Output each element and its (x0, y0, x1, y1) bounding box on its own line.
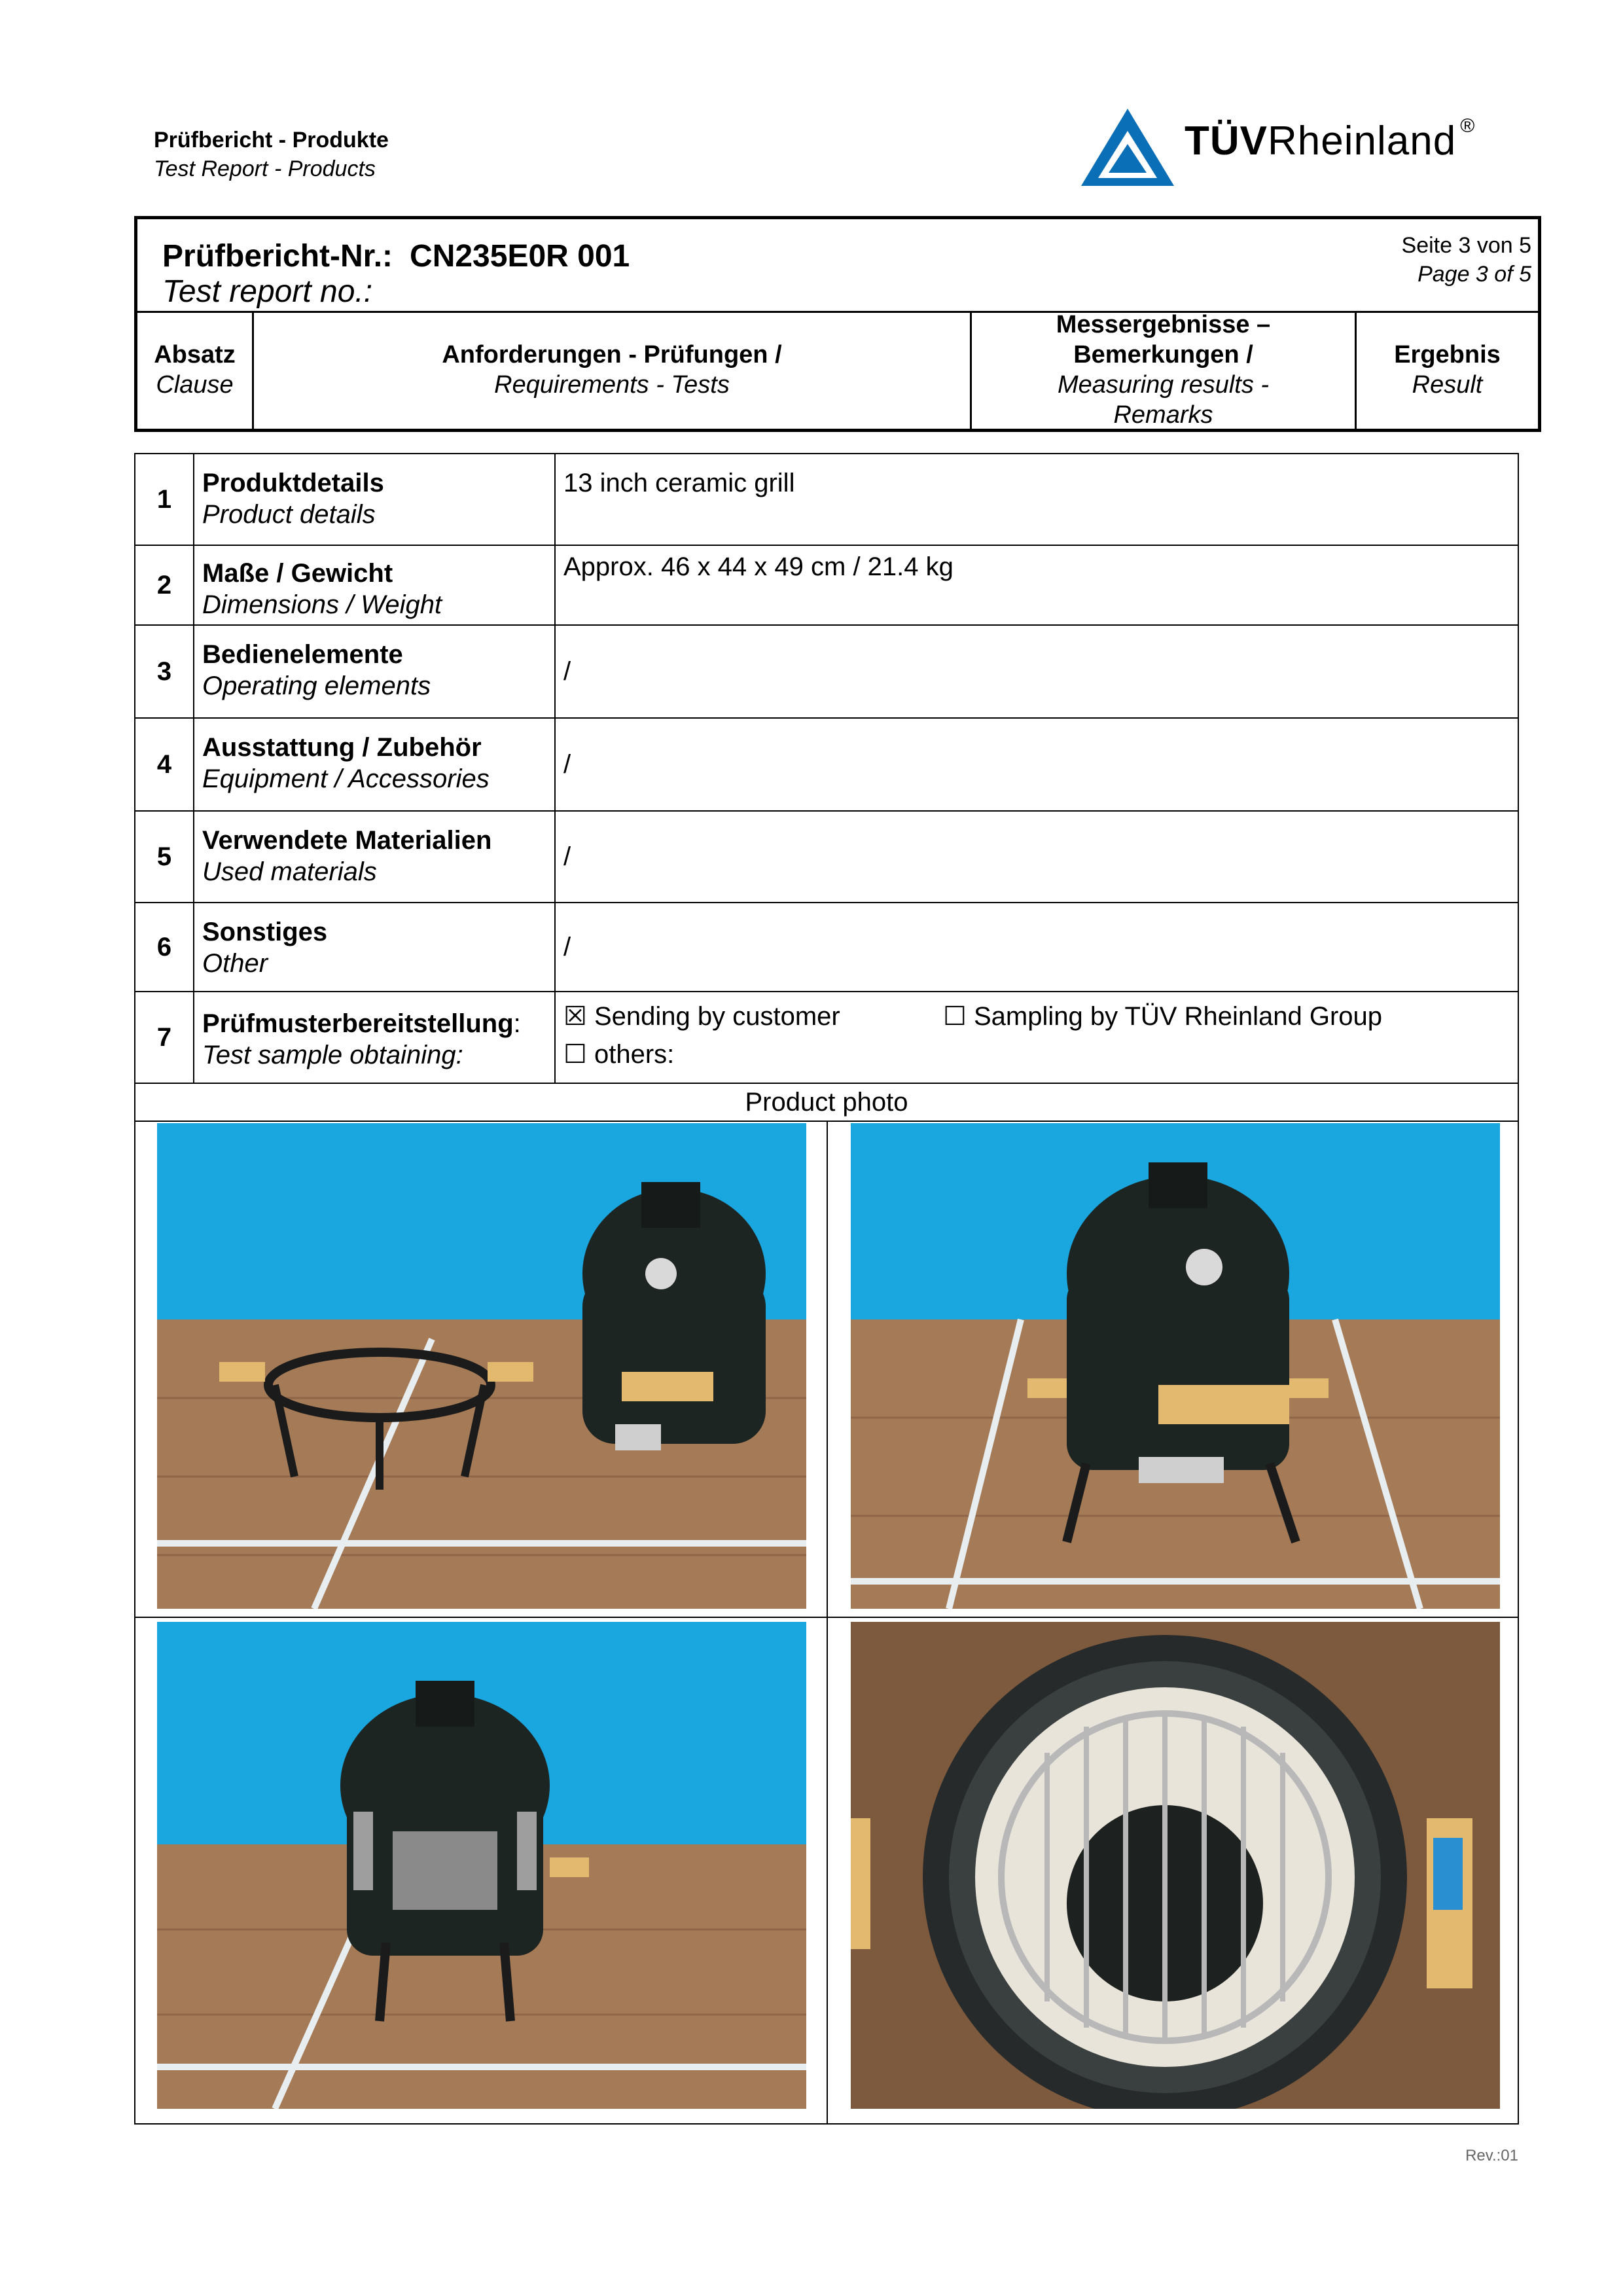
row-label-de: Bedienelemente (202, 640, 403, 669)
photo-divider (827, 1618, 828, 2123)
table-row (135, 454, 1518, 545)
row-value: / (555, 718, 1518, 811)
column-header-requirements (254, 311, 970, 429)
row-value: / (555, 903, 1518, 992)
row-number: 3 (135, 625, 194, 718)
row-label-en: Test sample obtaining: (202, 1041, 463, 1069)
column-header-en: Clause (156, 371, 234, 399)
photo-row (135, 1617, 1518, 2124)
doc-type-en: Test Report - Products (154, 156, 376, 181)
column-header-de: Messergebnisse – Bemerkungen / (1056, 311, 1271, 368)
row-number: 7 (135, 992, 194, 1083)
column-header-en: Result (1412, 371, 1483, 399)
photo-cell (135, 1617, 1518, 2124)
column-header-en: Measuring results - Remarks (1057, 371, 1270, 429)
product-photo-grill-top-view (851, 1622, 1500, 2109)
row-label-de: Maße / Gewicht (202, 559, 393, 588)
row-label-de: Sonstiges (202, 918, 328, 946)
page-en: Page 3 of 5 (1418, 262, 1531, 287)
row-label (194, 811, 555, 903)
table-row (135, 903, 1518, 992)
product-photo-title: Product photo (135, 1083, 1518, 1121)
column-header-de: Absatz (154, 341, 236, 368)
report-no-value: CN235E0R 001 (410, 239, 630, 274)
row-label-de: Prüfmusterbereitstellung (202, 1009, 514, 1038)
row-label (194, 545, 555, 625)
column-header-de: Ergebnis (1394, 341, 1501, 368)
row-number: 6 (135, 903, 194, 992)
product-photo-grill-and-stand (157, 1123, 806, 1609)
row-label (194, 625, 555, 718)
column-header-measuring-results (972, 311, 1355, 429)
revision-label: Rev.:01 (1465, 2147, 1518, 2164)
logo-wordmark (1185, 115, 1476, 164)
row-label-en: Dimensions / Weight (202, 590, 442, 619)
report-no-label-en: Test report no.: (162, 274, 373, 309)
sampling-by-tuv-checkbox[interactable]: ☐ Sampling by TÜV Rheinland Group (943, 1002, 1383, 1031)
doc-type-de: Prüfbericht - Produkte (154, 128, 389, 152)
others-checkbox[interactable]: ☐ others: (563, 1040, 675, 1069)
product-photo-grill-on-stand (851, 1123, 1500, 1609)
row-number: 5 (135, 811, 194, 903)
column-header-clause (137, 311, 252, 429)
table-row (135, 1083, 1518, 1121)
row-label (194, 992, 555, 1083)
product-photo-grill-front (157, 1622, 806, 2109)
row-label-en: Operating elements (202, 672, 431, 700)
sample-obtaining-options (555, 992, 1518, 1083)
row-label-suffix: : (513, 1009, 521, 1038)
row-label (194, 454, 555, 545)
row-number: 1 (135, 454, 194, 545)
row-label (194, 718, 555, 811)
row-label-en: Used materials (202, 857, 377, 886)
table-row (135, 625, 1518, 718)
column-header-de: Anforderungen - Prüfungen / (442, 341, 782, 368)
sending-by-customer-checkbox[interactable]: ☒ Sending by customer (563, 1002, 840, 1031)
photo-row (135, 1121, 1518, 1617)
table-row (135, 545, 1518, 625)
logo-name: Rheinland (1268, 118, 1457, 164)
column-header-en: Requirements - Tests (494, 371, 730, 399)
row-label-de: Produktdetails (202, 469, 384, 497)
row-label-de: Ausstattung / Zubehör (202, 733, 482, 762)
table-row (135, 811, 1518, 903)
page-de: Seite 3 von 5 (1401, 233, 1531, 258)
table-row (135, 718, 1518, 811)
row-value: / (555, 811, 1518, 903)
photo-divider (827, 1122, 828, 1617)
product-details-table (134, 453, 1519, 2125)
report-number (162, 239, 630, 310)
report-no-label-de: Prüfbericht-Nr.: (162, 239, 393, 274)
report-header-box (134, 216, 1541, 432)
row-label-de: Verwendete Materialien (202, 826, 492, 855)
row-number: 4 (135, 718, 194, 811)
row-label-en: Product details (202, 500, 376, 529)
row-label-en: Other (202, 949, 268, 978)
column-header-result (1357, 311, 1538, 429)
logo-brand: TÜV (1185, 118, 1268, 164)
row-value: 13 inch ceramic grill (555, 454, 1518, 545)
tuv-rheinland-logo (1079, 105, 1537, 190)
table-row (135, 992, 1518, 1083)
tuv-triangle-icon (1079, 105, 1177, 190)
document-type (154, 126, 389, 183)
photo-cell (135, 1121, 1518, 1617)
row-label-en: Equipment / Accessories (202, 764, 490, 793)
row-value: Approx. 46 x 44 x 49 cm / 21.4 kg (555, 545, 1518, 625)
row-value: / (555, 625, 1518, 718)
page-indicator (1402, 231, 1531, 289)
registered-mark: ® (1460, 115, 1476, 137)
row-label (194, 903, 555, 992)
row-number: 2 (135, 545, 194, 625)
